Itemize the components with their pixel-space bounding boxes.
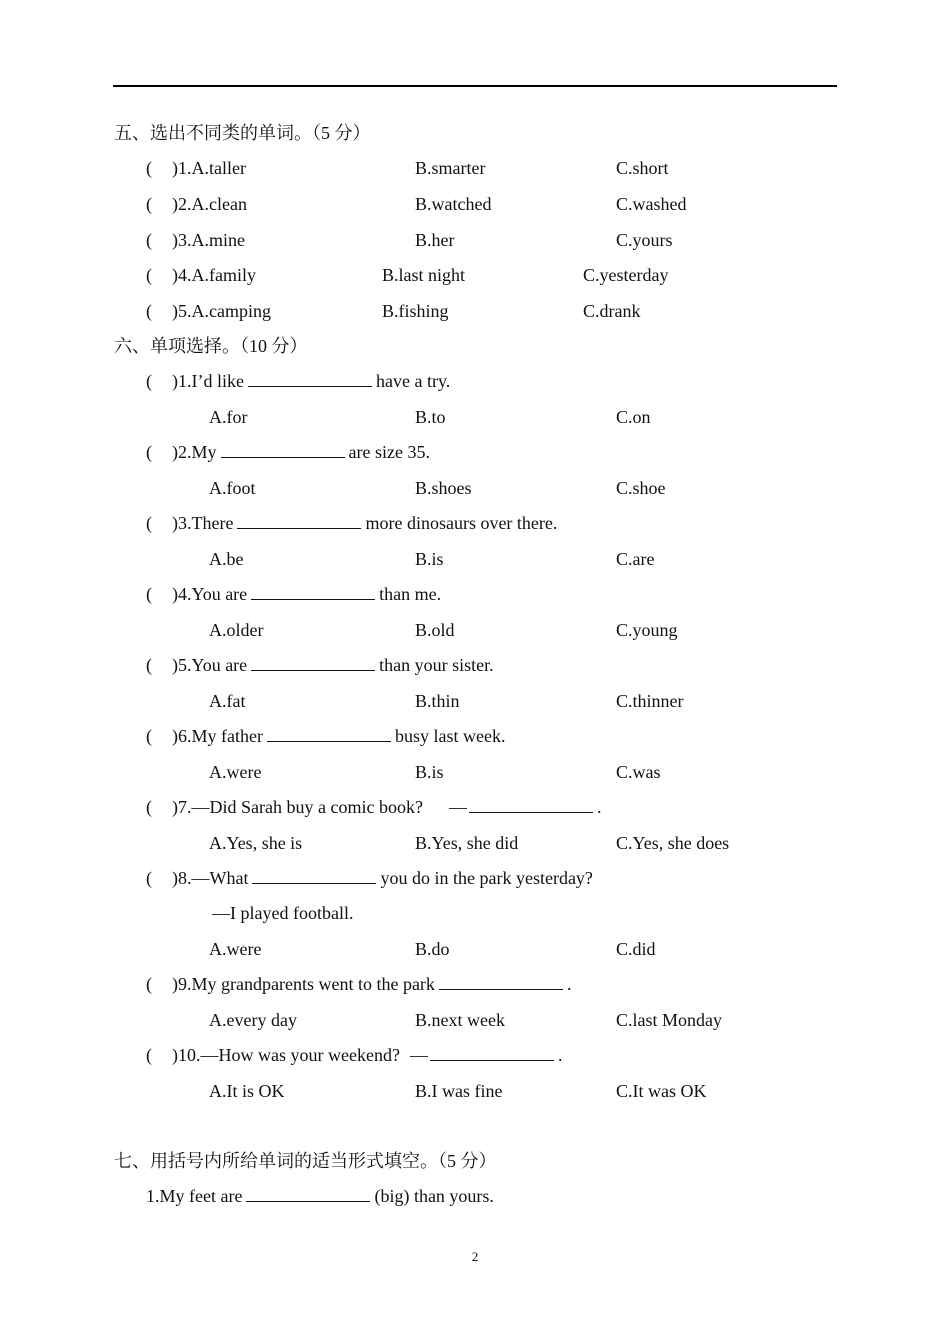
question-number: )4. (172, 265, 192, 285)
option-a: A.mine (191, 230, 245, 250)
s6-question-3 (146, 510, 557, 536)
option-c: C.It was OK (616, 1081, 707, 1101)
question-stem: )2.My (172, 442, 217, 462)
s6-question-5 (146, 652, 494, 678)
answer-paren[interactable]: ( (146, 868, 152, 888)
question-number: )3. (172, 230, 192, 250)
s6-question-1 (146, 368, 450, 394)
option-c: C.short (616, 158, 669, 178)
question-number: )5. (172, 301, 192, 321)
reply-dash: — (409, 1045, 428, 1065)
option-b: B.to (415, 407, 446, 427)
question-tail: busy last week. (394, 726, 506, 746)
page-number: 2 (471, 1249, 479, 1264)
option-a: A.camping (191, 301, 271, 321)
question-stem: )7.—Did Sarah buy a comic book? (172, 797, 423, 817)
answer-blank[interactable] (251, 652, 375, 671)
section-7-title: 七、用括号内所给单词的适当形式填空。（5 分） (114, 1151, 497, 1171)
option-c: C.on (616, 407, 651, 427)
answer-paren[interactable]: ( (146, 797, 152, 817)
option-c: C.young (616, 620, 678, 640)
question-stem: )6.My father (172, 726, 263, 746)
answer-blank[interactable] (237, 510, 361, 529)
s5-question-1 (146, 155, 246, 181)
option-c: C.Yes, she does (616, 833, 730, 853)
option-c: C.did (616, 939, 656, 959)
answer-paren[interactable]: ( (146, 974, 152, 994)
option-a: A.older (209, 620, 264, 640)
s5-question-4 (146, 262, 256, 288)
s5-question-5 (146, 298, 271, 324)
option-a: A.fat (209, 691, 246, 711)
answer-paren[interactable]: ( (146, 301, 152, 321)
option-b: B.old (415, 620, 455, 640)
reply-dash: — (448, 797, 467, 817)
question-stem: )5.You are (172, 655, 248, 675)
s5-question-3 (146, 227, 245, 253)
s6-question-4 (146, 581, 441, 607)
s6-question-10 (146, 1042, 562, 1068)
option-b: B.I was fine (415, 1081, 503, 1101)
option-b: B.Yes, she did (415, 833, 519, 853)
option-a: A.family (191, 265, 256, 285)
s6-question-7 (146, 794, 601, 820)
question-tail: . (557, 1045, 563, 1065)
section-6-title: 六、单项选择。（10 分） (114, 336, 308, 356)
question-tail: . (596, 797, 602, 817)
answer-blank[interactable] (469, 794, 593, 813)
option-a: A.were (209, 762, 262, 782)
option-a: A.It is OK (209, 1081, 285, 1101)
option-a: A.be (209, 549, 244, 569)
answer-blank[interactable] (267, 723, 391, 742)
question-reply: —I played football. (212, 903, 354, 923)
s5-question-2 (146, 191, 247, 217)
option-a: A.foot (209, 478, 256, 498)
s7-question-1 (146, 1183, 494, 1209)
option-b: B.do (415, 939, 450, 959)
answer-paren[interactable]: ( (146, 265, 152, 285)
option-c: C.thinner (616, 691, 684, 711)
answer-blank[interactable] (221, 439, 345, 458)
answer-paren[interactable]: ( (146, 194, 152, 214)
option-b: B.fishing (382, 301, 449, 321)
answer-paren[interactable]: ( (146, 584, 152, 604)
s6-question-6 (146, 723, 505, 749)
option-c: C.shoe (616, 478, 666, 498)
question-tail: than me. (379, 584, 442, 604)
question-stem: 1.My feet are (146, 1186, 243, 1206)
question-stem: )1.I’d like (172, 371, 244, 391)
option-b: B.is (415, 762, 444, 782)
answer-blank[interactable] (430, 1042, 554, 1061)
option-c: C.last Monday (616, 1010, 722, 1030)
question-tail: (big) than yours. (374, 1186, 494, 1206)
section-5-title: 五、选出不同类的单词。（5 分） (114, 123, 371, 143)
answer-paren[interactable]: ( (146, 726, 152, 746)
option-c: C.was (616, 762, 661, 782)
option-b: B.shoes (415, 478, 472, 498)
option-b: B.last night (382, 265, 466, 285)
answer-paren[interactable]: ( (146, 230, 152, 250)
question-tail: are size 35. (348, 442, 430, 462)
question-stem: )4.You are (172, 584, 248, 604)
question-tail: more dinosaurs over there. (365, 513, 558, 533)
s6-question-8 (146, 865, 593, 891)
option-c: C.washed (616, 194, 687, 214)
option-c: C.drank (583, 301, 641, 321)
option-c: C.yours (616, 230, 673, 250)
question-number: )2. (172, 194, 192, 214)
question-number: )1. (172, 158, 192, 178)
question-stem: )9.My grandparents went to the park (172, 974, 435, 994)
option-a: A.every day (209, 1010, 297, 1030)
option-b: B.watched (415, 194, 492, 214)
question-stem: )8.—What (172, 868, 249, 888)
option-b: B.smarter (415, 158, 486, 178)
option-a: A.for (209, 407, 248, 427)
option-a: A.clean (191, 194, 247, 214)
option-b: B.next week (415, 1010, 505, 1030)
question-tail: you do in the park yesterday? (380, 868, 593, 888)
option-a: A.taller (191, 158, 246, 178)
question-tail: than your sister. (379, 655, 494, 675)
option-a: A.Yes, she is (209, 833, 303, 853)
option-c: C.are (616, 549, 655, 569)
option-b: B.her (415, 230, 455, 250)
option-b: B.thin (415, 691, 460, 711)
answer-blank[interactable] (246, 1183, 370, 1202)
answer-blank[interactable] (439, 971, 563, 990)
s6-question-2 (146, 439, 430, 465)
question-stem: )3.There (172, 513, 234, 533)
answer-blank[interactable] (251, 581, 375, 600)
question-tail: have a try. (375, 371, 451, 391)
option-b: B.is (415, 549, 444, 569)
answer-blank[interactable] (248, 368, 372, 387)
answer-paren[interactable]: ( (146, 371, 152, 391)
answer-blank[interactable] (252, 865, 376, 884)
answer-paren[interactable]: ( (146, 513, 152, 533)
answer-paren[interactable]: ( (146, 158, 152, 178)
answer-paren[interactable]: ( (146, 1045, 152, 1065)
answer-paren[interactable]: ( (146, 442, 152, 462)
answer-paren[interactable]: ( (146, 655, 152, 675)
option-c: C.yesterday (583, 265, 669, 285)
header-rule (113, 85, 837, 87)
option-a: A.were (209, 939, 262, 959)
question-stem: )10.—How was your weekend? (172, 1045, 400, 1065)
s6-question-9 (146, 971, 571, 997)
question-tail: . (566, 974, 572, 994)
